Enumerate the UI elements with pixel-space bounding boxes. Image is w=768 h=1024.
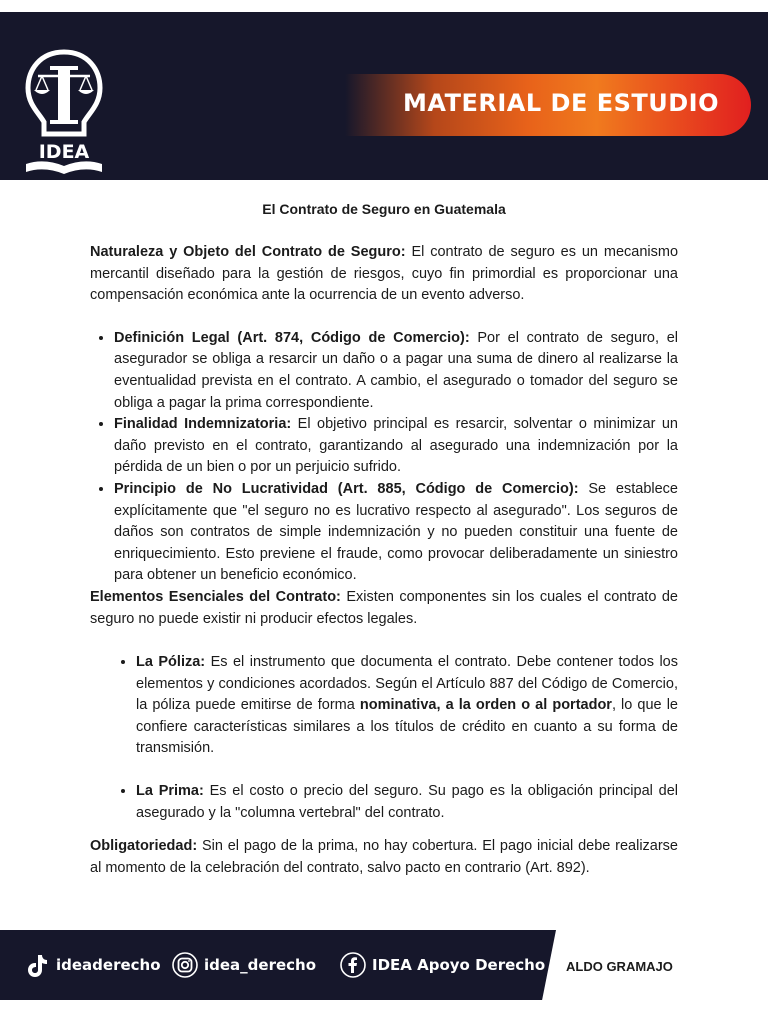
- intro-paragraph: [90, 242, 678, 307]
- list-item-text: , lo que le confiere características similares a los títulos de crédito en cuanto a su forma de transmisión.: [136, 697, 678, 757]
- instagram-link[interactable]: [172, 952, 316, 978]
- banner-title: MATERIAL DE ESTUDIO: [403, 89, 719, 117]
- facebook-link[interactable]: [340, 952, 545, 978]
- principles-list: [90, 328, 678, 587]
- intro-label: Naturaleza y Objeto del Contrato de Seguro:: [90, 244, 406, 260]
- footer: [0, 930, 768, 1000]
- obligatoriedad-label: Obligatoriedad:: [90, 838, 198, 855]
- elements-text: Existen componentes sin los cuales el contrato de seguro no puede existir ni producir efectos legales.: [90, 588, 678, 627]
- banner-strip: [345, 74, 751, 136]
- instagram-icon: [172, 952, 198, 978]
- intro-text: El contrato de seguro es un mecanismo mercantil diseñado para la gestión de riesgos, cuyo fin primordial es proporcionar una compensación económica ante la ocurrencia de un evento adverso.: [90, 244, 679, 304]
- list-item-emphasis: nominativa, a la orden o al portador: [359, 697, 612, 714]
- author-name: ALDO GRAMAJO: [566, 959, 673, 974]
- list-item: [114, 328, 678, 414]
- list-item-label: Finalidad Indemnizatoria:: [114, 416, 292, 433]
- obligatoriedad-paragraph: [90, 836, 678, 879]
- list-item: [136, 652, 678, 760]
- instagram-handle: idea_derecho: [204, 956, 317, 974]
- list-item: [136, 781, 678, 824]
- tiktok-handle: ideaderecho: [56, 956, 161, 974]
- list-item-text: Es el costo o precio del seguro. Su pago es la obligación principal del asegurado y la "columna vertebral" del contrato.: [136, 783, 678, 821]
- list-item-text: Se establece explícitamente que "el seguro no es lucrativo respecto al asegurado". Los seguros de daños son contratos de simple indemnización y no pueden constituir una fuente de enriquecimiento. Esto previene el fraude, como provocar deliberadamente un siniestro para obtener un beneficio económico.: [114, 480, 678, 584]
- tiktok-icon: [24, 952, 50, 978]
- list-item: [114, 479, 678, 587]
- elements-label: Elementos Esenciales del Contrato:: [90, 588, 341, 605]
- list-item-text: El objetivo principal es resarcir, solventar o minimizar un daño previsto en el contrato, garantizando al asegurado una indemnización por la pérdida de un bien o por un perjuicio sufrido.: [114, 416, 678, 476]
- tiktok-link[interactable]: [24, 952, 161, 978]
- list-item-text: Por el contrato de seguro, el asegurador se obliga a resarcir un daño o a pagar una suma de dinero al realizarse la eventualidad prevista en el contrato. A cambio, el asegurado o tomador del seguro se obliga a pagar la prima correspondiente.: [114, 329, 678, 411]
- document-title: El Contrato de Seguro en Guatemala: [262, 201, 506, 217]
- document-body: [90, 242, 678, 879]
- facebook-page: IDEA Apoyo Derecho: [372, 956, 546, 974]
- list-item-label: Principio de No Lucratividad (Art. 885, Código de Comercio):: [114, 480, 579, 497]
- header-bar: [0, 12, 768, 180]
- facebook-icon: [340, 952, 366, 978]
- lightbulb-scales-logo-icon: [22, 46, 106, 182]
- elements-paragraph: [90, 587, 678, 630]
- elements-list: [90, 652, 678, 824]
- list-item-text: Es el instrumento que documenta el contrato. Debe contener todos los elementos y condiciones acordados. Según el Artículo 887 del Código de Comercio, la póliza puede emitirse de forma: [136, 654, 678, 714]
- list-item: [114, 414, 678, 479]
- obligatoriedad-text: Sin el pago de la prima, no hay cobertura. El pago inicial debe realizarse al momento de la celebración del contrato, salvo pacto en contrario (Art. 892).: [90, 838, 678, 876]
- logo-text: IDEA: [38, 141, 90, 163]
- list-item-label: Definición Legal (Art. 874, Código de Comercio):: [114, 329, 470, 346]
- list-item-label: La Póliza:: [136, 654, 206, 671]
- list-item-label: La Prima:: [136, 783, 204, 800]
